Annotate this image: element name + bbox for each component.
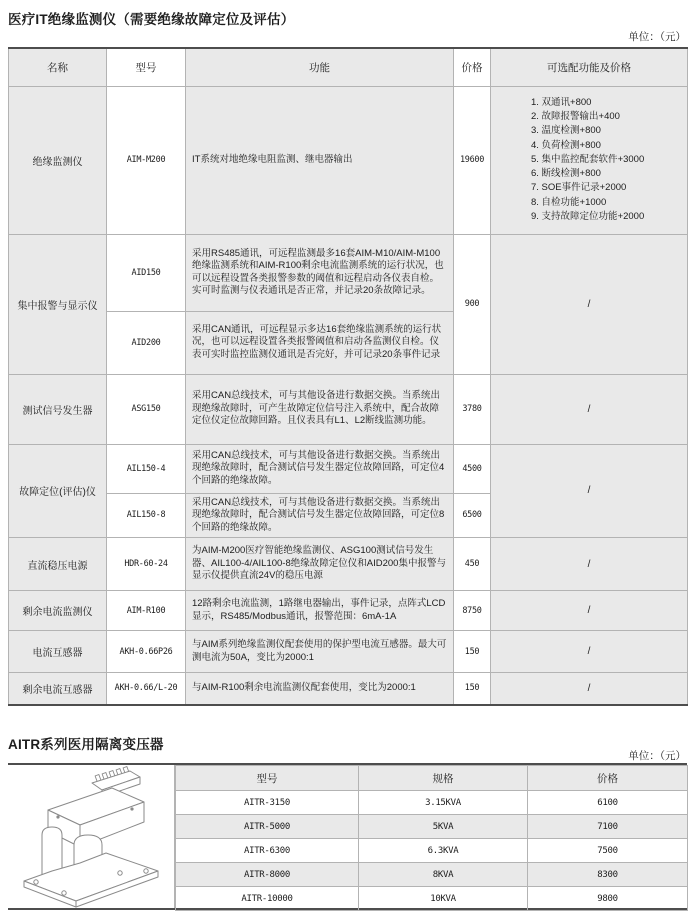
transformers-table-block	[8, 763, 687, 910]
model-cell: AIM-R100	[107, 591, 186, 631]
model-cell: AITR-5000	[176, 815, 359, 839]
table-row	[9, 673, 688, 705]
table-header-row	[176, 766, 688, 791]
options-cell: /	[491, 374, 688, 444]
model-cell: AITR-8000	[176, 863, 359, 887]
price-cell: 900	[454, 234, 491, 374]
table-row	[9, 234, 688, 311]
model-cell: HDR-60-24	[107, 538, 186, 591]
price-cell: 8750	[454, 591, 491, 631]
options-cell: /	[491, 234, 688, 374]
function-cell: 为AIM-M200医疗智能绝缘监测仪、ASG100测试信号发生器、AIL100-4/AIL100-8绝缘故障定位仪和AID200集中报警与显示仪提供直流24V的稳压电源	[186, 538, 454, 591]
product-name-cell: 集中报警与显示仪	[9, 234, 107, 374]
option-item: 1. 双通讯+800	[531, 96, 592, 108]
product-name-cell: 剩余电流监测仪	[9, 591, 107, 631]
price-cell: 19600	[454, 86, 491, 234]
option-item: 5. 集中监控配套软件+3000	[531, 153, 645, 165]
table-row	[176, 839, 688, 863]
table-row	[176, 863, 688, 887]
price-cell: 150	[454, 673, 491, 705]
header-model: 型号	[107, 48, 186, 86]
price-cell: 8300	[528, 863, 688, 887]
options-cell: /	[491, 673, 688, 705]
spec-cell: 5KVA	[359, 815, 528, 839]
price-cell: 450	[454, 538, 491, 591]
products-table	[8, 47, 688, 706]
model-cell: AIL150-4	[107, 444, 186, 493]
option-item: 8. 自检功能+1000	[531, 196, 607, 208]
table-row	[9, 444, 688, 493]
spec-cell: 3.15KVA	[359, 791, 528, 815]
model-cell: AITR-3150	[176, 791, 359, 815]
model-cell: ASG150	[107, 374, 186, 444]
model-cell: AID150	[107, 234, 186, 311]
section2-unit-label: 单位：（元）	[628, 750, 686, 762]
table-row	[9, 631, 688, 673]
product-name-cell: 测试信号发生器	[9, 374, 107, 444]
product-name-cell: 直流稳压电源	[9, 538, 107, 591]
price-cell: 3780	[454, 374, 491, 444]
header-name: 名称	[9, 48, 107, 86]
price-cell: 6500	[454, 493, 491, 538]
spec-cell: 6.3KVA	[359, 839, 528, 863]
table-header-row	[9, 48, 688, 86]
section1-title: 医疗IT绝缘监测仪（需要绝缘故障定位及评估）	[8, 12, 295, 27]
product-name-cell: 绝缘监测仪	[9, 86, 107, 234]
header-options: 可选配功能及价格	[491, 48, 688, 86]
option-item: 3. 温度检测+800	[531, 125, 601, 137]
product-name-cell: 剩余电流互感器	[9, 673, 107, 705]
table-row	[9, 591, 688, 631]
option-item: 6. 断线检测+800	[531, 168, 601, 180]
table-row	[9, 86, 688, 234]
price-cell: 7500	[528, 839, 688, 863]
options-cell: /	[491, 538, 688, 591]
model-cell: AID200	[107, 311, 186, 374]
options-cell: /	[491, 444, 688, 538]
header-price: 价格	[454, 48, 491, 86]
transformer-line-drawing	[8, 765, 175, 908]
function-cell: 采用CAN总线技术，可与其他设备进行数据交换。当系统出现绝缘故障时，可产生故障定位信号注入系统中，配合故障定位仪定位故障回路。且仪表具有L1、L2断线监测功能。	[186, 374, 454, 444]
function-cell: 采用CAN总线技术，可与其他设备进行数据交换。当系统出现绝缘故障时，配合测试信号发生器定位故障回路，可定位8个回路的绝缘故障。	[186, 493, 454, 538]
option-item: 9. 支持故障定位功能+2000	[531, 211, 645, 223]
product-name-cell: 故障定位(评估)仪	[9, 444, 107, 538]
model-cell: AKH-0.66/L-20	[107, 673, 186, 705]
header-model: 型号	[176, 766, 359, 791]
table-row	[176, 887, 688, 911]
option-item: 4. 负荷检测+800	[531, 139, 601, 151]
spec-cell: 10KVA	[359, 887, 528, 911]
price-cell: 6100	[528, 791, 688, 815]
price-cell: 4500	[454, 444, 491, 493]
table-row	[176, 815, 688, 839]
price-cell: 7100	[528, 815, 688, 839]
transformers-table	[175, 765, 688, 911]
model-cell: AITR-6300	[176, 839, 359, 863]
table-row	[9, 538, 688, 591]
function-cell: 与AIM系列绝缘监测仪配套使用的保护型电流互感器。最大可测电流为50A，变比为2000:1	[186, 631, 454, 673]
product-name-cell: 电流互感器	[9, 631, 107, 673]
function-cell: 采用CAN总线技术，可与其他设备进行数据交换。当系统出现绝缘故障时，配合测试信号发生器定位故障回路，可定位4个回路的绝缘故障。	[186, 444, 454, 493]
table-row	[9, 374, 688, 444]
header-price: 价格	[528, 766, 688, 791]
section2-title: AITR系列医用隔离变压器	[8, 737, 164, 752]
header-function: 功能	[186, 48, 454, 86]
options-cell: /	[491, 591, 688, 631]
price-cell: 150	[454, 631, 491, 673]
option-item: 7. SOE事件记录+2000	[531, 182, 627, 194]
model-cell: AKH-0.66P26	[107, 631, 186, 673]
header-spec: 规格	[359, 766, 528, 791]
model-cell: AIM-M200	[107, 86, 186, 234]
option-item: 2. 故障报警输出+400	[531, 110, 620, 122]
price-cell: 9800	[528, 887, 688, 911]
options-cell	[491, 86, 688, 234]
options-cell: /	[491, 631, 688, 673]
table-row	[176, 791, 688, 815]
spec-cell: 8KVA	[359, 863, 528, 887]
function-cell: 采用RS485通讯，可远程监测最多16套AIM-M10/AIM-M100绝缘监测系统和AIM-R100剩余电流监测系统的运行状况，也可以远程设置各类报警参数的阈值和远程启动各仪表自检。实可时监测与仪表通讯是否正常，并记录20条故障记录。	[186, 234, 454, 311]
function-cell: IT系统对地绝缘电阻监测、继电器输出	[186, 86, 454, 234]
transformer-illustration	[8, 765, 175, 908]
model-cell: AITR-10000	[176, 887, 359, 911]
model-cell: AIL150-8	[107, 493, 186, 538]
function-cell: 与AIM-R100剩余电流监测仪配套使用，变比为2000:1	[186, 673, 454, 705]
function-cell: 12路剩余电流监测，1路继电器输出，事件记录，点阵式LCD显示，RS485/Modbus通讯，报警范围：6mA-1A	[186, 591, 454, 631]
function-cell: 采用CAN通讯，可远程显示多达16套绝缘监测系统的运行状况，也可以远程设置各类报警阈值和启动各监测仪自检。仪表可实时监控监测仪通讯是否完好，并可记录20条事件记录	[186, 311, 454, 374]
section1-unit-label: 单位：（元）	[628, 31, 686, 43]
